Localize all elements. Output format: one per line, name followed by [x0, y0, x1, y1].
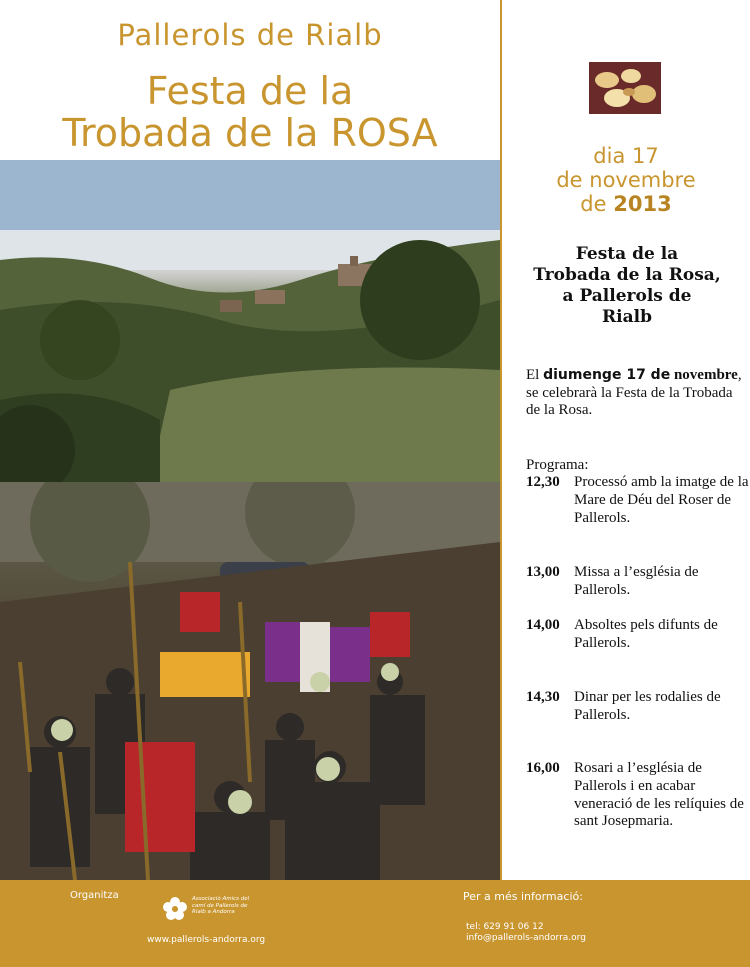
intro-diumenge: diumenge 17 de	[543, 367, 671, 383]
right-panel	[500, 0, 750, 880]
footer	[0, 880, 750, 967]
programa-desc: Rosari a l’església de Pallerols i en acabar veneració de les relíquies de sant Josepmaria.	[574, 760, 744, 830]
programa-heading: Programa:	[526, 457, 589, 473]
programa-time: 12,30	[526, 474, 560, 490]
event-date	[502, 144, 750, 216]
programa-time: 14,30	[526, 689, 560, 705]
landscape-photo	[0, 160, 500, 482]
intro-el: El	[526, 367, 544, 383]
event-title-line1: Festa de la	[575, 244, 679, 264]
poster-header	[0, 0, 500, 160]
intro-novembre: novembre	[673, 367, 738, 383]
event-title	[512, 244, 742, 328]
event-title-line4: Rialb	[602, 307, 652, 327]
organizer-label: Organitza	[70, 890, 119, 901]
programa-time: 14,00	[526, 617, 560, 633]
rose-relic-photo	[589, 62, 661, 114]
date-year: 2013	[613, 192, 672, 216]
date-day: dia 17	[593, 144, 659, 168]
phone-number: tel: 629 91 06 12	[466, 922, 544, 932]
programa-time: 16,00	[526, 760, 560, 776]
programa-desc: Processó amb la imatge de la Mare de Déu del Roser de Pallerols.	[574, 474, 749, 526]
festival-title-line2: Trobada de la ROSA	[62, 111, 438, 155]
date-month: de novembre	[556, 168, 696, 192]
info-label: Per a més informació:	[463, 890, 583, 903]
festival-title-line1: Festa de la	[146, 69, 354, 113]
intro-paragraph	[526, 367, 748, 420]
date-year-prefix: de	[580, 192, 614, 216]
date-year-line	[502, 192, 750, 216]
programa-desc: Missa a l’església de Pallerols.	[574, 564, 699, 598]
programa-desc: Absoltes pels difunts de Pallerols.	[574, 617, 718, 651]
association-logo-icon	[160, 894, 190, 924]
association-logo-text: Associació Amics del camí de Pallerols de Rialb a Andorra	[192, 896, 250, 915]
intro-rest: , se celebrarà la Festa de la Trobada de la Rosa.	[526, 367, 742, 418]
email-link[interactable]: info@pallerols-andorra.org	[466, 933, 586, 943]
village-title: Pallerols de Rialb	[117, 18, 383, 52]
procession-photo	[0, 482, 500, 880]
website-link[interactable]: www.pallerols-andorra.org	[147, 935, 266, 945]
programa-time: 13,00	[526, 564, 560, 580]
event-title-line2: Trobada de la Rosa,	[533, 265, 721, 285]
programa-desc: Dinar per les rodalies de Pallerols.	[574, 689, 721, 723]
event-title-line3: a Pallerols de	[562, 286, 692, 306]
festival-title	[0, 70, 500, 154]
